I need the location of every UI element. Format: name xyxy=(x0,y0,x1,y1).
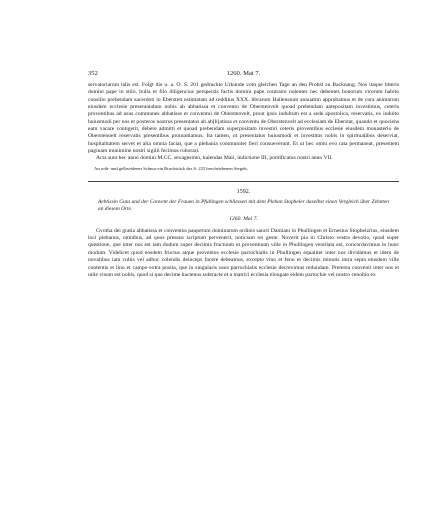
document-2-text: Gvotha dei gratia abbatissa et conventus pauperum dominarum ordinis sancti Damiani in Phullingen et Ernestus Stophelzrius, eiusdem loci plebanus, omnibus, ad quos presens scriptum pervenerit, noticiam rei geste. Noverit pia in Christo vestra devotio, quod super questione, que inter nos est iam dudum super decimis fructuum et proventuum ville in Phullingen ventilata est, concordavimus in hunc modum. Videlicet quod eosdem fructus atque proventus ecclesie parrochialis in Phullingen equaliter inter nos dividamus et idem de novalibus iam cultis vel adhuc colendis deinceps facere debeamus, excepto vino et feno et decimis minutis intra septa eiusdem ville contentis et lino et campo extra posita, que in singularis usus parrochialis ecclesie decrevimus redundare. Preterea convenit inter nos et utile visum est nobis, quod si que decime hactenus subtracte et a matrici ecclesia elongate eidem parrochie vel nostro cenobio ex xyxy=(88,227,399,278)
document-2-date: 1260. Mai 7. xyxy=(229,215,258,222)
page-number: 352 xyxy=(88,70,98,77)
running-header xyxy=(88,70,399,78)
section-divider xyxy=(88,181,399,182)
document-1-text: servatoriarum talis est. Folgt die u. a. O. S. 201 gedruckte Urkunde vom gleichen Tage an den Probst zu Backnang. Nos itaque litteris domini pape in stilo, bulla et filo diligencius perspectis factis domini pape contraire nolentes nec debentes bonorum virorum habito consilio prebendam sacerdoti in Ebersteit estimatam ad redditus XXX. librarum Hallensium annuatim approbamus et de cura animarum eiusdem ecclesie presentandum nobis ab abbatissa et conventu de Oberstenvelt quoad prebendam antepositam investimus, ceteris proventibus ad usus communes abbatisse et conventui de Oberstenvelt, prout ipsis indultum est a sede apostolica, reservatis, ex indulto huiusmodi per nos et posteros nostros presentatos ab ab[b]atissa et conventu de Oberstenvelt ad ecclesiam de Eberstat, quando et quociens eam vacare contigerit, debere admitti et quoad prebendam superpositam investiri ceteris proventibus ecclesie eiusdem monasterio de Oberstenoelt reservatis presentibus pronuntiamus. Ita tamen, ut presentatus huiusmodi et investitus nobis in spiritualibus deserviat, hospitalitatem servet et alia omnia faciat, que a plebania communiter fieri consueverunt. Et ut hec omni evo rata permaneat, presentem paginam munimine nostri sigilli fecimus roborari. xyxy=(88,82,399,155)
document-2-number: 1592. xyxy=(236,188,251,195)
header-date: 1260. Mai 7. xyxy=(226,70,261,77)
document-2-regest: Aebtissin Guta und der Convent der Frauen in Pfullingen schliessen mit dem Pleban Stopheler daselbst einen Vergleich über Zehnten an diesem Orte. xyxy=(98,198,389,212)
seal-note: An roth- und gelbseidener Schnur ein Bruchstück des S. 225 beschriebenen Siegels. xyxy=(94,165,249,171)
document-1-closing: Acta sunt hec anno domini M.CC. sexagesimo, kalendas Maii, indictione III, pontificatus nostri anno VII. xyxy=(96,155,333,162)
